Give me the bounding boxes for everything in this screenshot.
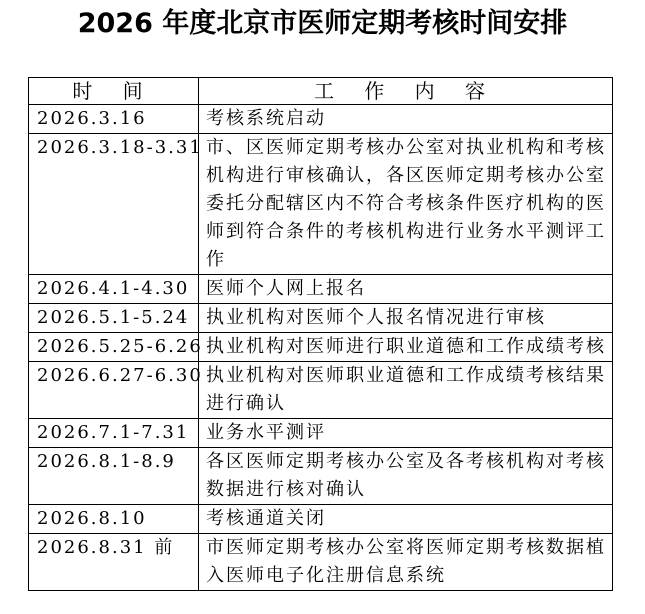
- row-content: 执业机构对医师职业道德和工作成绩考核结果进行确认: [199, 362, 613, 419]
- row-content: 业务水平测评: [199, 419, 613, 448]
- header-time: 时 间: [29, 78, 199, 105]
- table-row: [29, 448, 613, 505]
- table-row: [29, 505, 613, 534]
- row-time: 2026.3.18-3.31: [29, 134, 199, 275]
- row-time: 2026.8.10: [29, 505, 199, 534]
- table-row: [29, 333, 613, 362]
- page-title: 2026 年度北京市医师定期考核时间安排: [77, 8, 568, 39]
- row-time: 2026.7.1-7.31: [29, 419, 199, 448]
- table-header-row: [29, 78, 613, 105]
- row-content: 考核系统启动: [199, 105, 613, 134]
- row-time: 2026.5.1-5.24: [29, 304, 199, 333]
- table-row: [29, 105, 613, 134]
- table-row: [29, 304, 613, 333]
- table-row: [29, 419, 613, 448]
- row-content: 执业机构对医师个人报名情况进行审核: [199, 304, 613, 333]
- schedule-table: [28, 77, 613, 591]
- row-content: 各区医师定期考核办公室及各考核机构对考核数据进行核对确认: [199, 448, 613, 505]
- row-time: 2026.8.31 前: [29, 534, 199, 591]
- table-row: [29, 275, 613, 304]
- row-content: 执业机构对医师进行职业道德和工作成绩考核: [199, 333, 613, 362]
- row-time: 2026.6.27-6.30: [29, 362, 199, 419]
- row-time: 2026.8.1-8.9: [29, 448, 199, 505]
- row-content: 考核通道关闭: [199, 505, 613, 534]
- row-content: 医师个人网上报名: [199, 275, 613, 304]
- header-content: 工 作 内 容: [199, 78, 613, 105]
- row-content: 市、区医师定期考核办公室对执业机构和考核机构进行审核确认，各区医师定期考核办公室委托分配辖区内不符合考核条件医疗机构的医师到符合条件的考核机构进行业务水平测评工作: [199, 134, 613, 275]
- row-time: 2026.5.25-6.26: [29, 333, 199, 362]
- row-time: 2026.3.16: [29, 105, 199, 134]
- row-content: 市医师定期考核办公室将医师定期考核数据植入医师电子化注册信息系统: [199, 534, 613, 591]
- row-time: 2026.4.1-4.30: [29, 275, 199, 304]
- table-row: [29, 362, 613, 419]
- table-row: [29, 534, 613, 591]
- table-row: [29, 134, 613, 275]
